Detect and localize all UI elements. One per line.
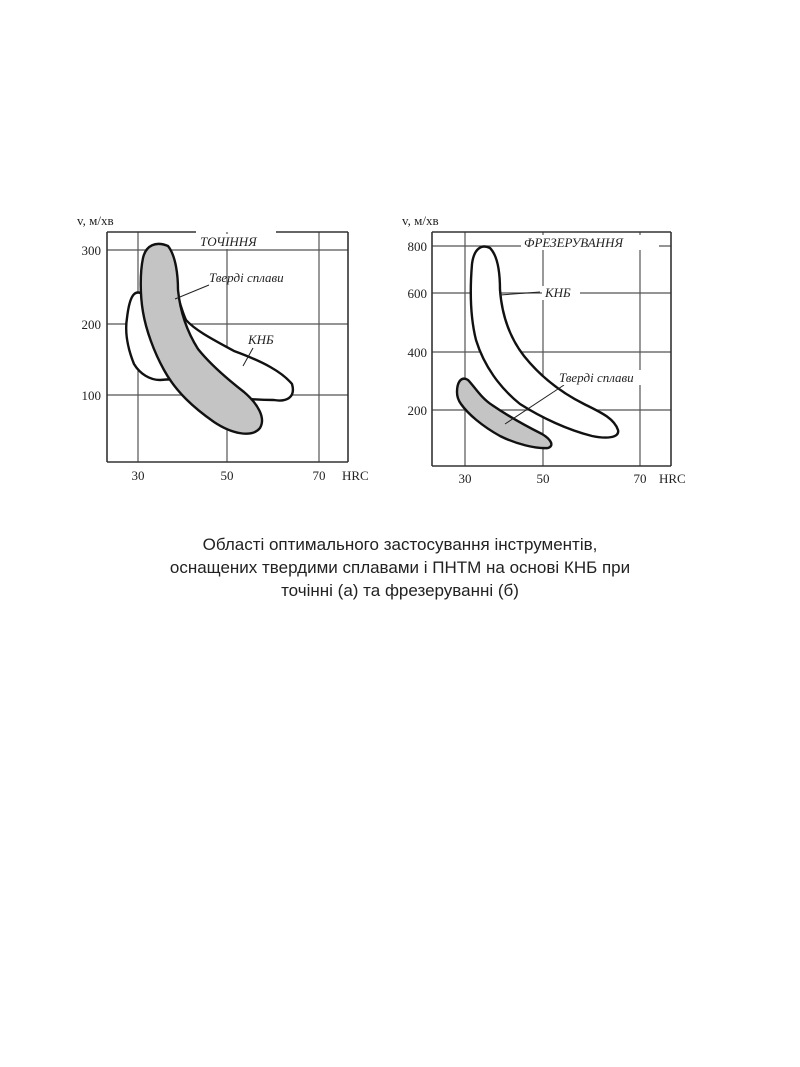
milling-title: ФРЕЗЕРУВАННЯ	[524, 235, 624, 250]
turning-x-axis-label: HRC	[342, 468, 369, 483]
turning-x-tick-30: 30	[131, 468, 145, 483]
turning-y-tick-300: 300	[81, 243, 101, 258]
milling-x-axis-label: HRC	[659, 471, 686, 486]
caption-line-1: Області оптимального застосування інструментів,	[202, 535, 598, 554]
milling-x-tick-50: 50	[536, 471, 550, 486]
turning-title: ТОЧІННЯ	[200, 234, 257, 249]
milling-grid	[432, 232, 671, 466]
turning-y-tick-100: 100	[81, 388, 101, 403]
caption-line-2: оснащених твердими сплавами і ПНТМ на основі КНБ при	[169, 558, 631, 577]
milling-y-axis-label: v, м/хв	[402, 213, 439, 228]
turning-leader-hard-alloys	[175, 285, 209, 299]
milling-frame	[432, 232, 671, 466]
turning-y-axis-label: v, м/хв	[77, 213, 114, 228]
turning-x-tick-50: 50	[220, 468, 234, 483]
milling-y-tick-200: 200	[407, 403, 427, 418]
turning-label-cbn: КНБ	[248, 332, 274, 347]
chart-milling	[402, 213, 686, 486]
turning-y-tick-200: 200	[81, 317, 101, 332]
turning-x-tick-70: 70	[312, 468, 326, 483]
milling-y-tick-600: 600	[407, 286, 427, 301]
caption-line-3: точінні (а) та фрезеруванні (б)	[281, 581, 519, 600]
milling-label-cbn: КНБ	[545, 285, 571, 300]
milling-x-tick-70: 70	[633, 471, 647, 486]
milling-y-tick-800: 800	[407, 239, 427, 254]
turning-label-hard-alloys: Тверді сплави	[209, 270, 284, 285]
figure-caption	[100, 533, 700, 602]
milling-label-hard-alloys: Тверді сплави	[559, 370, 634, 385]
milling-x-tick-30: 30	[458, 471, 472, 486]
milling-y-tick-400: 400	[407, 345, 427, 360]
chart-turning	[77, 213, 369, 483]
